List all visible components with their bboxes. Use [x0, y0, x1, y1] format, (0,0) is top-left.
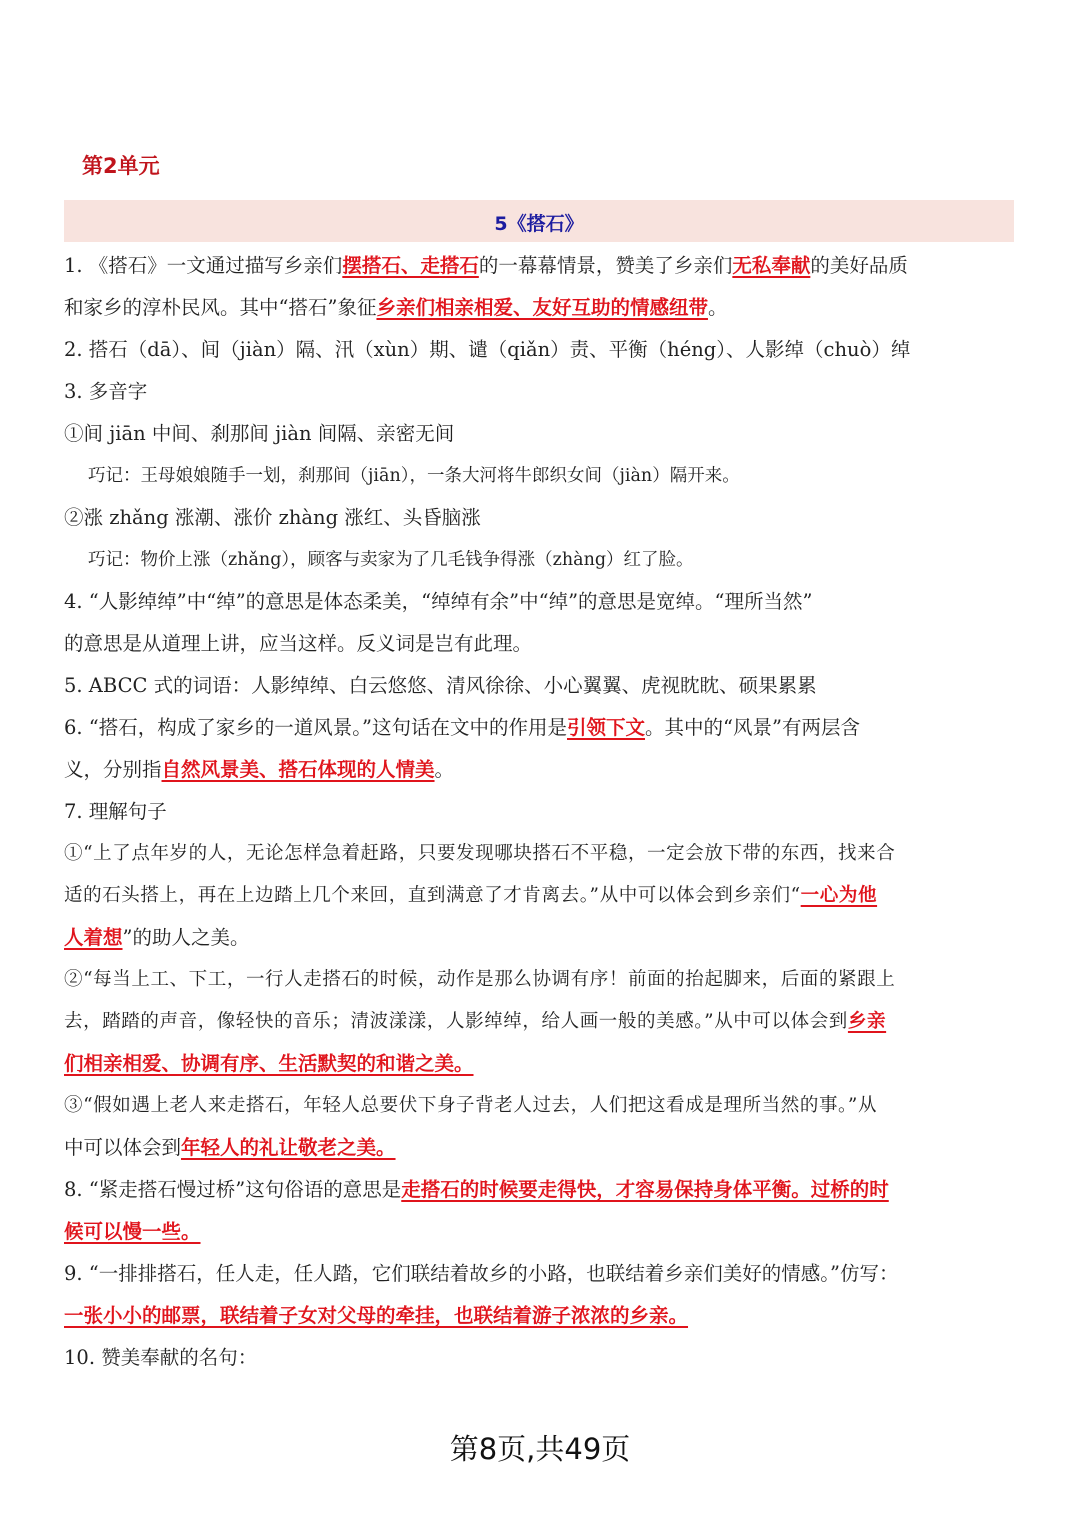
note-text: 和家乡的淳朴民风。其中“搭石”象征: [64, 296, 377, 319]
note-line: [64, 287, 1016, 329]
note-line: [64, 539, 1016, 581]
note-text: 3. 多音字: [64, 380, 148, 403]
note-line: [64, 413, 1016, 455]
note-line: [64, 581, 1016, 623]
note-text: ①间 jiān 中间、刹那间 jiàn 间隔、亲密无间: [64, 422, 455, 445]
note-text: 。: [707, 296, 728, 319]
note-line: [64, 1043, 1016, 1085]
note-text: 去，踏踏的声音，像轻快的音乐；清波漾漾，人影绰绰，给人画一般的美感。”从中可以体会到: [64, 1011, 848, 1032]
note-line: [64, 917, 1016, 959]
note-line: [64, 329, 1016, 371]
note-line: [64, 1127, 1016, 1169]
note-line: [64, 749, 1016, 791]
unit-title: 第2单元: [82, 154, 160, 178]
note-line: [64, 707, 1016, 749]
note-line: [64, 623, 1016, 665]
note-text: ②“每当上工、下工，一行人走搭石的时候，动作是那么协调有序！前面的抬起脚来，后面的紧跟上: [64, 969, 896, 990]
note-line: [64, 1211, 1016, 1253]
answer-highlight: 人着想: [64, 926, 123, 949]
note-text: ①“上了点年岁的人，无论怎样急着赶路，只要发现哪块搭石不平稳，一定会放下带的东西，找来合: [64, 843, 896, 864]
note-line: [64, 959, 1016, 1001]
answer-highlight: 自然风景美、搭石体现的人情美: [161, 758, 435, 781]
note-text: 6. “搭石，构成了家乡的一道风景。”这句话在文中的作用是: [64, 716, 567, 739]
note-text: ③“假如遇上老人来走搭石，年轻人总要伏下身子背老人过去，人们把这看成是理所当然的事。”从: [64, 1095, 878, 1116]
note-line: [64, 833, 1016, 875]
answer-highlight: 一心为他: [800, 885, 878, 906]
note-line: [64, 665, 1016, 707]
answer-highlight: 乡亲们相亲相爱、友好互助的情感纽带: [376, 296, 708, 319]
note-text: 8. “紧走搭石慢过桥”这句俗语的意思是: [64, 1178, 402, 1201]
note-line: [64, 1337, 1016, 1379]
note-line: [64, 245, 1016, 287]
note-text: 的意思是从道理上讲，应当这样。反义词是岂有此理。: [64, 632, 533, 655]
note-text: 10. 赞美奉献的名句：: [64, 1346, 258, 1369]
note-line: [64, 791, 1016, 833]
answer-highlight: 们相亲相爱、协调有序、生活默契的和谐之美。: [64, 1052, 474, 1075]
answer-highlight: 乡亲: [847, 1011, 887, 1032]
note-text: ②涨 zhǎng 涨潮、涨价 zhàng 涨红、头昏脑涨: [64, 506, 481, 529]
answer-highlight: 候可以慢一些。: [64, 1220, 201, 1243]
note-text: 的美好品质: [810, 254, 908, 277]
study-notes: [64, 245, 1016, 1379]
note-text: 适的石头搭上，再在上边踏上几个来回，直到满意了才肯离去。”从中可以体会到乡亲们“: [64, 885, 801, 906]
note-text: 1. 《搭石》一文通过描写乡亲们: [64, 254, 343, 277]
note-text: 5. ABCC 式的词语：人影绰绰、白云悠悠、清风徐徐、小心翼翼、虎视眈眈、硕果累累: [64, 674, 817, 697]
note-text: 巧记：物价上涨（zhǎng），顾客与卖家为了几毛钱争得涨（zhàng）红了脸。: [88, 550, 694, 570]
note-line: [64, 497, 1016, 539]
note-text: 7. 理解句子: [64, 800, 167, 823]
note-text: 中可以体会到: [64, 1136, 182, 1159]
note-line: [64, 875, 1016, 917]
lesson-title: 5《搭石》: [494, 213, 584, 235]
note-line: [64, 1253, 1016, 1295]
answer-highlight: 无私奉献: [732, 254, 811, 277]
note-line: [64, 1169, 1016, 1211]
answer-highlight: 摆搭石、走搭石: [342, 254, 479, 277]
answer-highlight: 走搭石的时候要走得快，才容易保持身体平衡。过桥的时: [401, 1178, 889, 1201]
note-text: 4. “人影绰绰”中“绰”的意思是体态柔美，“绰绰有余”中“绰”的意思是宽绰。“理所当然”: [64, 590, 813, 613]
note-text: 义，分别指: [64, 758, 162, 781]
answer-highlight: 年轻人的礼让敬老之美。: [181, 1136, 396, 1159]
note-line: [64, 1001, 1016, 1043]
page-number: 第8页,共49页: [449, 1432, 631, 1466]
note-line: [64, 1295, 1016, 1337]
note-text: 9. “一排排搭石，任人走，任人踏，它们联结着故乡的小路，也联结着乡亲们美好的情感。”仿写：: [64, 1262, 899, 1285]
note-text: 巧记：王母娘娘随手一划，刹那间（jiān），一条大河将牛郎织女间（jiàn）隔开来。: [88, 466, 740, 486]
note-text: ”的助人之美。: [122, 926, 250, 949]
note-line: [64, 455, 1016, 497]
answer-highlight: 一张小小的邮票，联结着子女对父母的牵挂，也联结着游子浓浓的乡亲。: [64, 1304, 689, 1327]
note-line: [64, 1085, 1016, 1127]
note-text: 的一幕幕情景，赞美了乡亲们: [478, 254, 733, 277]
note-text: 。其中的“风景”有两层含: [645, 716, 860, 739]
note-line: [64, 371, 1016, 413]
note-text: 。: [434, 758, 455, 781]
lesson-title-bar: [64, 200, 1014, 242]
note-text: 2. 搭石（dā）、间（jiàn）隔、汛（xùn）期、谴（qiǎn）责、平衡（héng）、人影绰（chuò）绰: [64, 338, 911, 361]
answer-highlight: 引领下文: [567, 716, 646, 739]
